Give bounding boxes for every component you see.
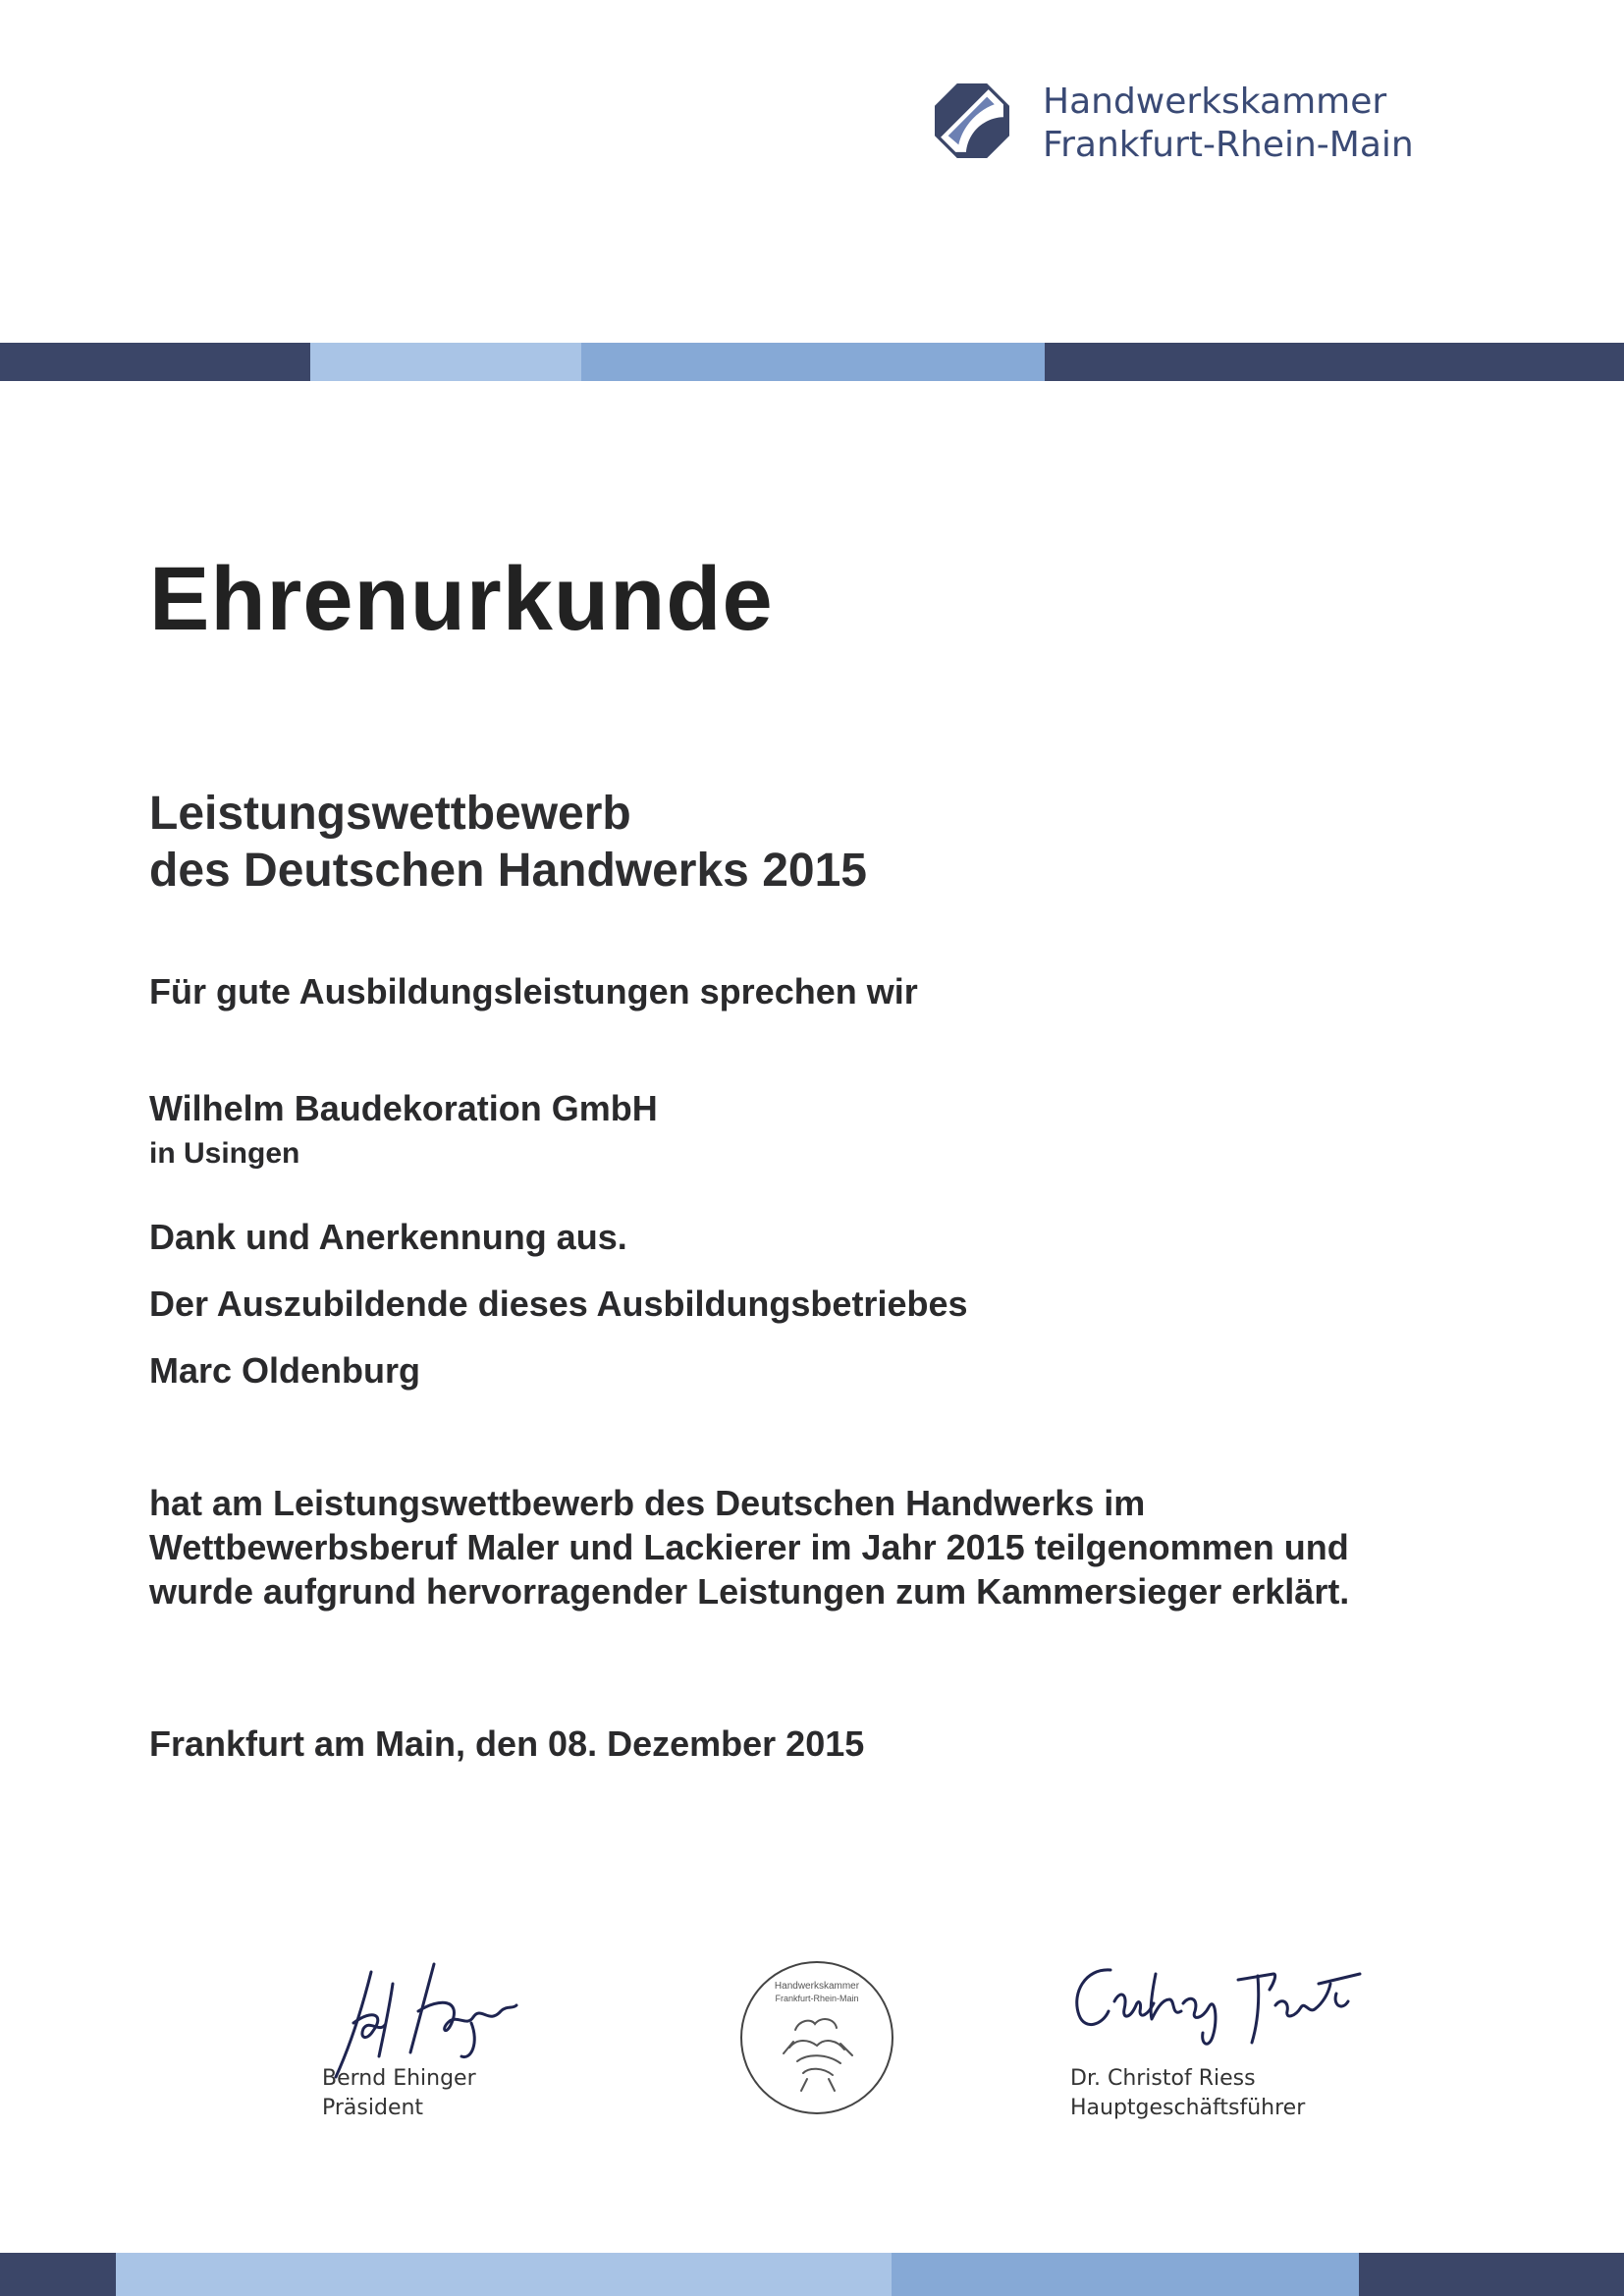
body-line2: Wettbewerbsberuf Maler und Lackierer im Jahr 2015 teilgenommen und — [149, 1527, 1349, 1567]
subtitle-line2: des Deutschen Handwerks 2015 — [149, 845, 867, 897]
managing-director-block — [1070, 2064, 1305, 2123]
subtitle-line1: Leistungswettbewerb — [149, 788, 631, 840]
org-name-line2: Frankfurt-Rhein-Main — [1043, 125, 1414, 165]
chamber-logo-icon — [935, 83, 1009, 158]
company-name: Wilhelm Baudekoration GmbH — [149, 1088, 658, 1128]
chamber-seal — [738, 1959, 895, 2116]
seal-line1: Handwerkskammer — [774, 1981, 860, 1992]
certificate-subtitle — [149, 786, 867, 900]
president-name: Bernd Ehinger — [322, 2066, 476, 2091]
trainee-intro-text: Der Auszubildende dieses Ausbildungsbetriebes — [149, 1284, 968, 1324]
organization-name — [1043, 81, 1414, 167]
issue-date: Frankfurt am Main, den 08. Dezember 2015 — [149, 1723, 865, 1764]
trainee-name: Marc Oldenburg — [149, 1350, 421, 1391]
org-name-line1: Handwerkskammer — [1043, 82, 1387, 122]
thanks-text: Dank und Anerkennung aus. — [149, 1217, 627, 1257]
bottom-decor-stripe — [0, 2253, 1624, 2296]
body-line3: wurde aufgrund hervorragender Leistungen zum Kammersieger erklärt. — [149, 1571, 1350, 1612]
seal-line2: Frankfurt-Rhein-Main — [775, 1994, 859, 2003]
managing-director-role: Hauptgeschäftsführer — [1070, 2096, 1306, 2120]
body-line1: hat am Leistungswettbewerb des Deutschen Handwerks im — [149, 1483, 1146, 1523]
president-role: Präsident — [322, 2096, 424, 2120]
president-block — [322, 2064, 476, 2123]
company-location: in Usingen — [149, 1137, 300, 1170]
managing-director-name: Dr. Christof Riess — [1070, 2066, 1256, 2091]
managing-director-signature — [1065, 1954, 1389, 2052]
award-body-text — [149, 1481, 1349, 1613]
certificate-title: Ehrenurkunde — [149, 549, 774, 649]
top-decor-stripe — [0, 343, 1624, 381]
president-signature — [324, 1954, 520, 2082]
intro-text: Für gute Ausbildungsleistungen sprechen wir — [149, 971, 918, 1011]
hessian-lion-icon — [784, 2019, 852, 2091]
